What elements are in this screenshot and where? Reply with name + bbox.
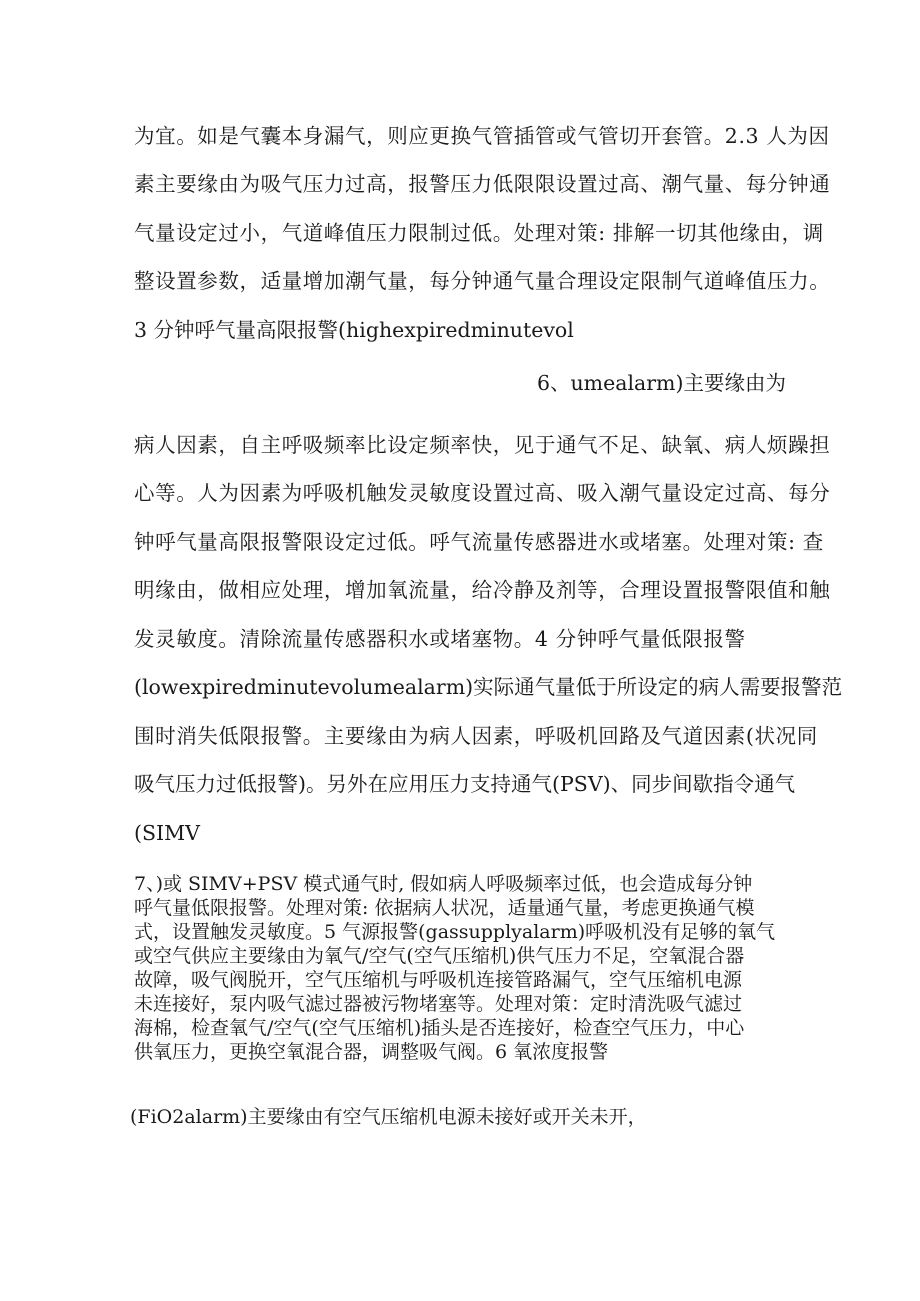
text-line: 吸气压力过低报警)。另外在应用压力支持通气(PSV)、同步间歇指令通气 bbox=[134, 772, 796, 796]
text-line: 为宜。如是气囊本身漏气，则应更换气管插管或气管切开套管。2.3 人为因 bbox=[134, 124, 830, 148]
text-line: (FiO2alarm)主要缘由有空气压缩机电源未接好或开关未开， bbox=[130, 1106, 647, 1128]
text-line: 呼气量低限报警。处理对策: 依据病人状况，适量通气量，考虑更换通气模 bbox=[134, 897, 755, 919]
text-line: 3 分钟呼气量高限报警(highexpiredminutevol bbox=[134, 318, 574, 342]
text-line: 发灵敏度。清除流量传感器积水或堵塞物。4 分钟呼气量低限报警 bbox=[134, 627, 746, 651]
text-line: 病人因素，自主呼吸频率比设定频率快，见于通气不足、缺氧、病人烦躁担 bbox=[134, 433, 831, 457]
text-line-right-aligned: 6、umealarm)主要缘由为 bbox=[536, 371, 786, 395]
text-line: (lowexpiredminutevolumealarm)实际通气量低于所设定的病人需要报警范 bbox=[134, 675, 843, 699]
text-line: 气量设定过小，气道峰值压力限制过低。处理对策: 排解一切其他缘由，调 bbox=[134, 221, 824, 245]
text-line: 明缘由，做相应处理，增加氧流量，给冷静及剂等，合理设置报警限值和触 bbox=[134, 578, 831, 602]
text-line: 式，设置触发灵敏度。5 气源报警(gassupplyalarm)呼吸机没有足够的氧气 bbox=[134, 921, 776, 943]
text-line: 整设置参数，适量增加潮气量，每分钟通气量合理设定限制气道峰值压力。 bbox=[134, 269, 831, 293]
text-line: 钟呼气量高限报警限设定过低。呼气流量传感器进水或堵塞。处理对策: 查 bbox=[134, 530, 824, 554]
text-line: 围时消失低限报警。主要缘由为病人因素，呼吸机回路及气道因素(状况同 bbox=[134, 724, 818, 748]
text-line: 或空气供应主要缘由为氧气/空气(空气压缩机)供气压力不足，空氧混合器 bbox=[134, 945, 745, 967]
text-line: 未连接好，泵内吸气滤过器被污物堵塞等。处理对策：定时清洗吸气滤过 bbox=[134, 993, 743, 1015]
text-line: 故障，吸气阀脱开，空气压缩机与呼吸机连接管路漏气，空气压缩机电源 bbox=[134, 969, 743, 991]
text-line: 7、)或 SIMV+PSV 模式通气时, 假如病人呼吸频率过低，也会造成每分钟 bbox=[134, 873, 753, 895]
text-line: 素主要缘由为吸气压力过高，报警压力低限限设置过高、潮气量、每分钟通 bbox=[134, 172, 831, 196]
text-line: 海棉，检查氧气/空气(空气压缩机)插头是否连接好，检查空气压力，中心 bbox=[134, 1017, 745, 1039]
text-line: 心等。人为因素为呼吸机触发灵敏度设置过高、吸入潮气量设定过高、每分 bbox=[134, 481, 831, 505]
text-line: 供氧压力，更换空氧混合器，调整吸气阀。6 氧浓度报警 bbox=[134, 1041, 609, 1063]
text-line: (SIMV bbox=[134, 821, 200, 845]
